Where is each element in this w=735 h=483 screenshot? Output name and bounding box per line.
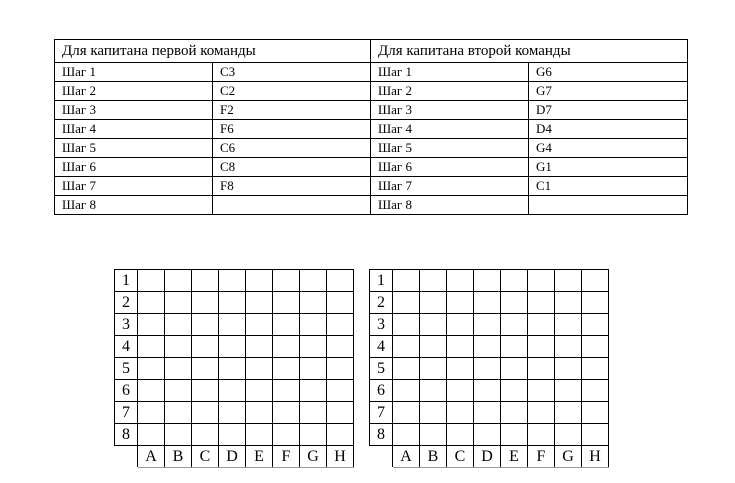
team2-step-move: D4 [529,120,688,139]
row-number: 2 [370,292,393,314]
grid-cell [219,292,246,314]
team1-step-label: Шаг 4 [55,120,213,139]
row-number: 4 [115,336,138,358]
grid-cell [327,270,354,292]
grid-cell [555,380,582,402]
grid-cell [528,358,555,380]
grid-cell [165,336,192,358]
grid-cell [528,270,555,292]
grid-cell [528,314,555,336]
grid-cell [300,358,327,380]
grid-cell [219,424,246,446]
grid-cell [246,270,273,292]
grid-cell [273,358,300,380]
grid-cell [273,380,300,402]
row-number: 3 [115,314,138,336]
grid-cell [165,358,192,380]
team2-title: Для капитана второй команды [371,40,688,63]
row-number: 6 [370,380,393,402]
grid-cell [501,270,528,292]
grid-cell [528,292,555,314]
grid-cell [393,380,420,402]
grid-cell [501,336,528,358]
grid-cell [420,380,447,402]
grid-cell [582,358,609,380]
grid-cell [447,424,474,446]
steps-header-row [55,40,688,63]
column-letters-row [115,446,354,468]
team1-step-move: F6 [213,120,371,139]
grid-cell [300,402,327,424]
grid-cell [165,292,192,314]
grid-row [115,424,354,446]
grid-cell [192,336,219,358]
grid-cell [138,292,165,314]
column-letter: C [447,446,474,468]
grid-cell [474,314,501,336]
grid-cell [555,402,582,424]
column-letter: B [420,446,447,468]
grid-row [370,292,609,314]
grid-cell [165,270,192,292]
grid-cell [219,314,246,336]
grid-cell [219,358,246,380]
step-row [55,82,688,101]
grid-cell [582,380,609,402]
row-number: 1 [370,270,393,292]
grid-row [115,358,354,380]
team2-step-move: G7 [529,82,688,101]
grid-cell [138,402,165,424]
grid-cell [192,358,219,380]
team2-step-move: C1 [529,177,688,196]
team2-step-move [529,196,688,215]
grid-cell [246,380,273,402]
grid-cell [246,336,273,358]
grid-cell [447,270,474,292]
grid-cell [192,380,219,402]
column-letter: H [582,446,609,468]
grid-cell [420,336,447,358]
column-letters-row [370,446,609,468]
team1-title: Для капитана первой команды [55,40,371,63]
grid-cell [273,424,300,446]
grid-cell [192,402,219,424]
grid-cell [192,424,219,446]
grid-cell [273,402,300,424]
grid-cell [582,402,609,424]
grid-cell [555,314,582,336]
grid-cell [273,314,300,336]
grid-cell [555,292,582,314]
grid-row [115,270,354,292]
team2-step-label: Шаг 6 [371,158,529,177]
row-number: 2 [115,292,138,314]
column-letter: A [393,446,420,468]
team1-step-label: Шаг 6 [55,158,213,177]
grid-cell [273,270,300,292]
grid-row [115,336,354,358]
grid-cell [138,270,165,292]
grid-cell [327,402,354,424]
grid-cell [474,292,501,314]
grid-cell [327,336,354,358]
team1-step-label: Шаг 2 [55,82,213,101]
row-number: 4 [370,336,393,358]
grid-cell [219,270,246,292]
grid-cell [501,358,528,380]
team2-step-label: Шаг 4 [371,120,529,139]
column-letter: E [246,446,273,468]
team1-step-move: C2 [213,82,371,101]
grid-cell [474,424,501,446]
grid-cell [300,270,327,292]
team2-step-label: Шаг 5 [371,139,529,158]
grid-cell [555,424,582,446]
grid-cell [528,424,555,446]
grid-cell [327,424,354,446]
grid-cell [246,402,273,424]
row-number: 7 [115,402,138,424]
grid-cell [393,270,420,292]
step-row [55,101,688,120]
team2-step-move: G4 [529,139,688,158]
grid-cell [582,292,609,314]
column-letter: F [528,446,555,468]
grid-cell [528,380,555,402]
column-letter: D [219,446,246,468]
grid-cell [447,336,474,358]
grid-cell [393,314,420,336]
grid-cell [582,336,609,358]
grid-cell [582,270,609,292]
grid-cell [300,424,327,446]
step-row [55,139,688,158]
step-row [55,196,688,215]
grid-row [370,358,609,380]
grid-cell [393,336,420,358]
team2-step-move: G6 [529,63,688,82]
grid-row [370,314,609,336]
team2-step-label: Шаг 1 [371,63,529,82]
grid-row [115,292,354,314]
grid-cell [393,292,420,314]
team1-step-label: Шаг 8 [55,196,213,215]
grid-cell [420,270,447,292]
grid-cell [420,358,447,380]
team2-step-label: Шаг 2 [371,82,529,101]
grid-cell [555,336,582,358]
grid-cell [327,358,354,380]
team2-step-label: Шаг 7 [371,177,529,196]
grid-cell [138,380,165,402]
grid-cell [219,402,246,424]
grid-cell [219,336,246,358]
step-row [55,120,688,139]
team1-step-move [213,196,371,215]
row-number: 7 [370,402,393,424]
captain-steps-table [54,39,688,215]
grid-cell [501,402,528,424]
grid-cell [138,358,165,380]
column-letter: F [273,446,300,468]
grid-cell [447,402,474,424]
grid-cell [474,402,501,424]
team1-step-label: Шаг 3 [55,101,213,120]
team1-step-label: Шаг 7 [55,177,213,196]
grid-cell [165,424,192,446]
column-letter: G [555,446,582,468]
grid-row [370,424,609,446]
grid-cell [273,292,300,314]
team1-step-move: C6 [213,139,371,158]
grid-cell [246,292,273,314]
grid-cell [420,402,447,424]
team1-step-move: C8 [213,158,371,177]
grid-cell [447,314,474,336]
grid-cell [501,380,528,402]
grid-cell [582,424,609,446]
grid-cell [393,424,420,446]
team1-step-move: C3 [213,63,371,82]
grid-cell [555,270,582,292]
grid-cell [393,402,420,424]
grid-cell [273,336,300,358]
grid-cell [300,314,327,336]
grid-cell [138,314,165,336]
grid-cell [327,314,354,336]
grid-cell [501,424,528,446]
grid-cell [300,380,327,402]
grid-cell [555,358,582,380]
grid-cell [219,380,246,402]
grid-cell [138,336,165,358]
team1-step-label: Шаг 1 [55,63,213,82]
team1-step-label: Шаг 5 [55,139,213,158]
grid-cell [474,270,501,292]
grid-cell [393,358,420,380]
grid-cell [300,292,327,314]
step-row [55,63,688,82]
column-letter: D [474,446,501,468]
grid-cell [474,358,501,380]
grid-cell [474,336,501,358]
grid-corner [370,446,393,468]
grid-cell [192,270,219,292]
grid-cell [501,314,528,336]
grid-row [370,380,609,402]
row-number: 1 [115,270,138,292]
grid-cell [474,380,501,402]
grid-row [115,314,354,336]
grid-cell [447,380,474,402]
grid-row [370,336,609,358]
grid-cell [582,314,609,336]
team2-step-label: Шаг 8 [371,196,529,215]
team2-step-move: G1 [529,158,688,177]
team1-step-move: F2 [213,101,371,120]
grid-cell [528,336,555,358]
grid-corner [115,446,138,468]
grid-cell [246,358,273,380]
grid-cell [327,380,354,402]
row-number: 3 [370,314,393,336]
grid-team1 [114,269,354,468]
team2-step-label: Шаг 3 [371,101,529,120]
grid-cell [246,424,273,446]
grid-cell [420,314,447,336]
team1-step-move: F8 [213,177,371,196]
column-letter: E [501,446,528,468]
grid-cell [447,358,474,380]
column-letter: H [327,446,354,468]
grid-cell [528,402,555,424]
grid-cell [447,292,474,314]
team2-step-move: D7 [529,101,688,120]
step-row [55,177,688,196]
grid-cell [165,402,192,424]
column-letter: A [138,446,165,468]
grid-row [370,402,609,424]
grid-cell [300,336,327,358]
grid-cell [165,314,192,336]
grid-cell [246,314,273,336]
row-number: 8 [115,424,138,446]
column-letter: B [165,446,192,468]
step-row [55,158,688,177]
column-letter: C [192,446,219,468]
grid-cell [138,424,165,446]
grid-cell [192,292,219,314]
grid-cell [192,314,219,336]
grid-cell [165,380,192,402]
row-number: 5 [115,358,138,380]
row-number: 8 [370,424,393,446]
row-number: 6 [115,380,138,402]
grid-cell [420,292,447,314]
grid-row [370,270,609,292]
grid-row [115,380,354,402]
grid-cell [327,292,354,314]
grid-team2 [369,269,609,468]
grid-row [115,402,354,424]
row-number: 5 [370,358,393,380]
column-letter: G [300,446,327,468]
grid-cell [420,424,447,446]
grid-cell [501,292,528,314]
